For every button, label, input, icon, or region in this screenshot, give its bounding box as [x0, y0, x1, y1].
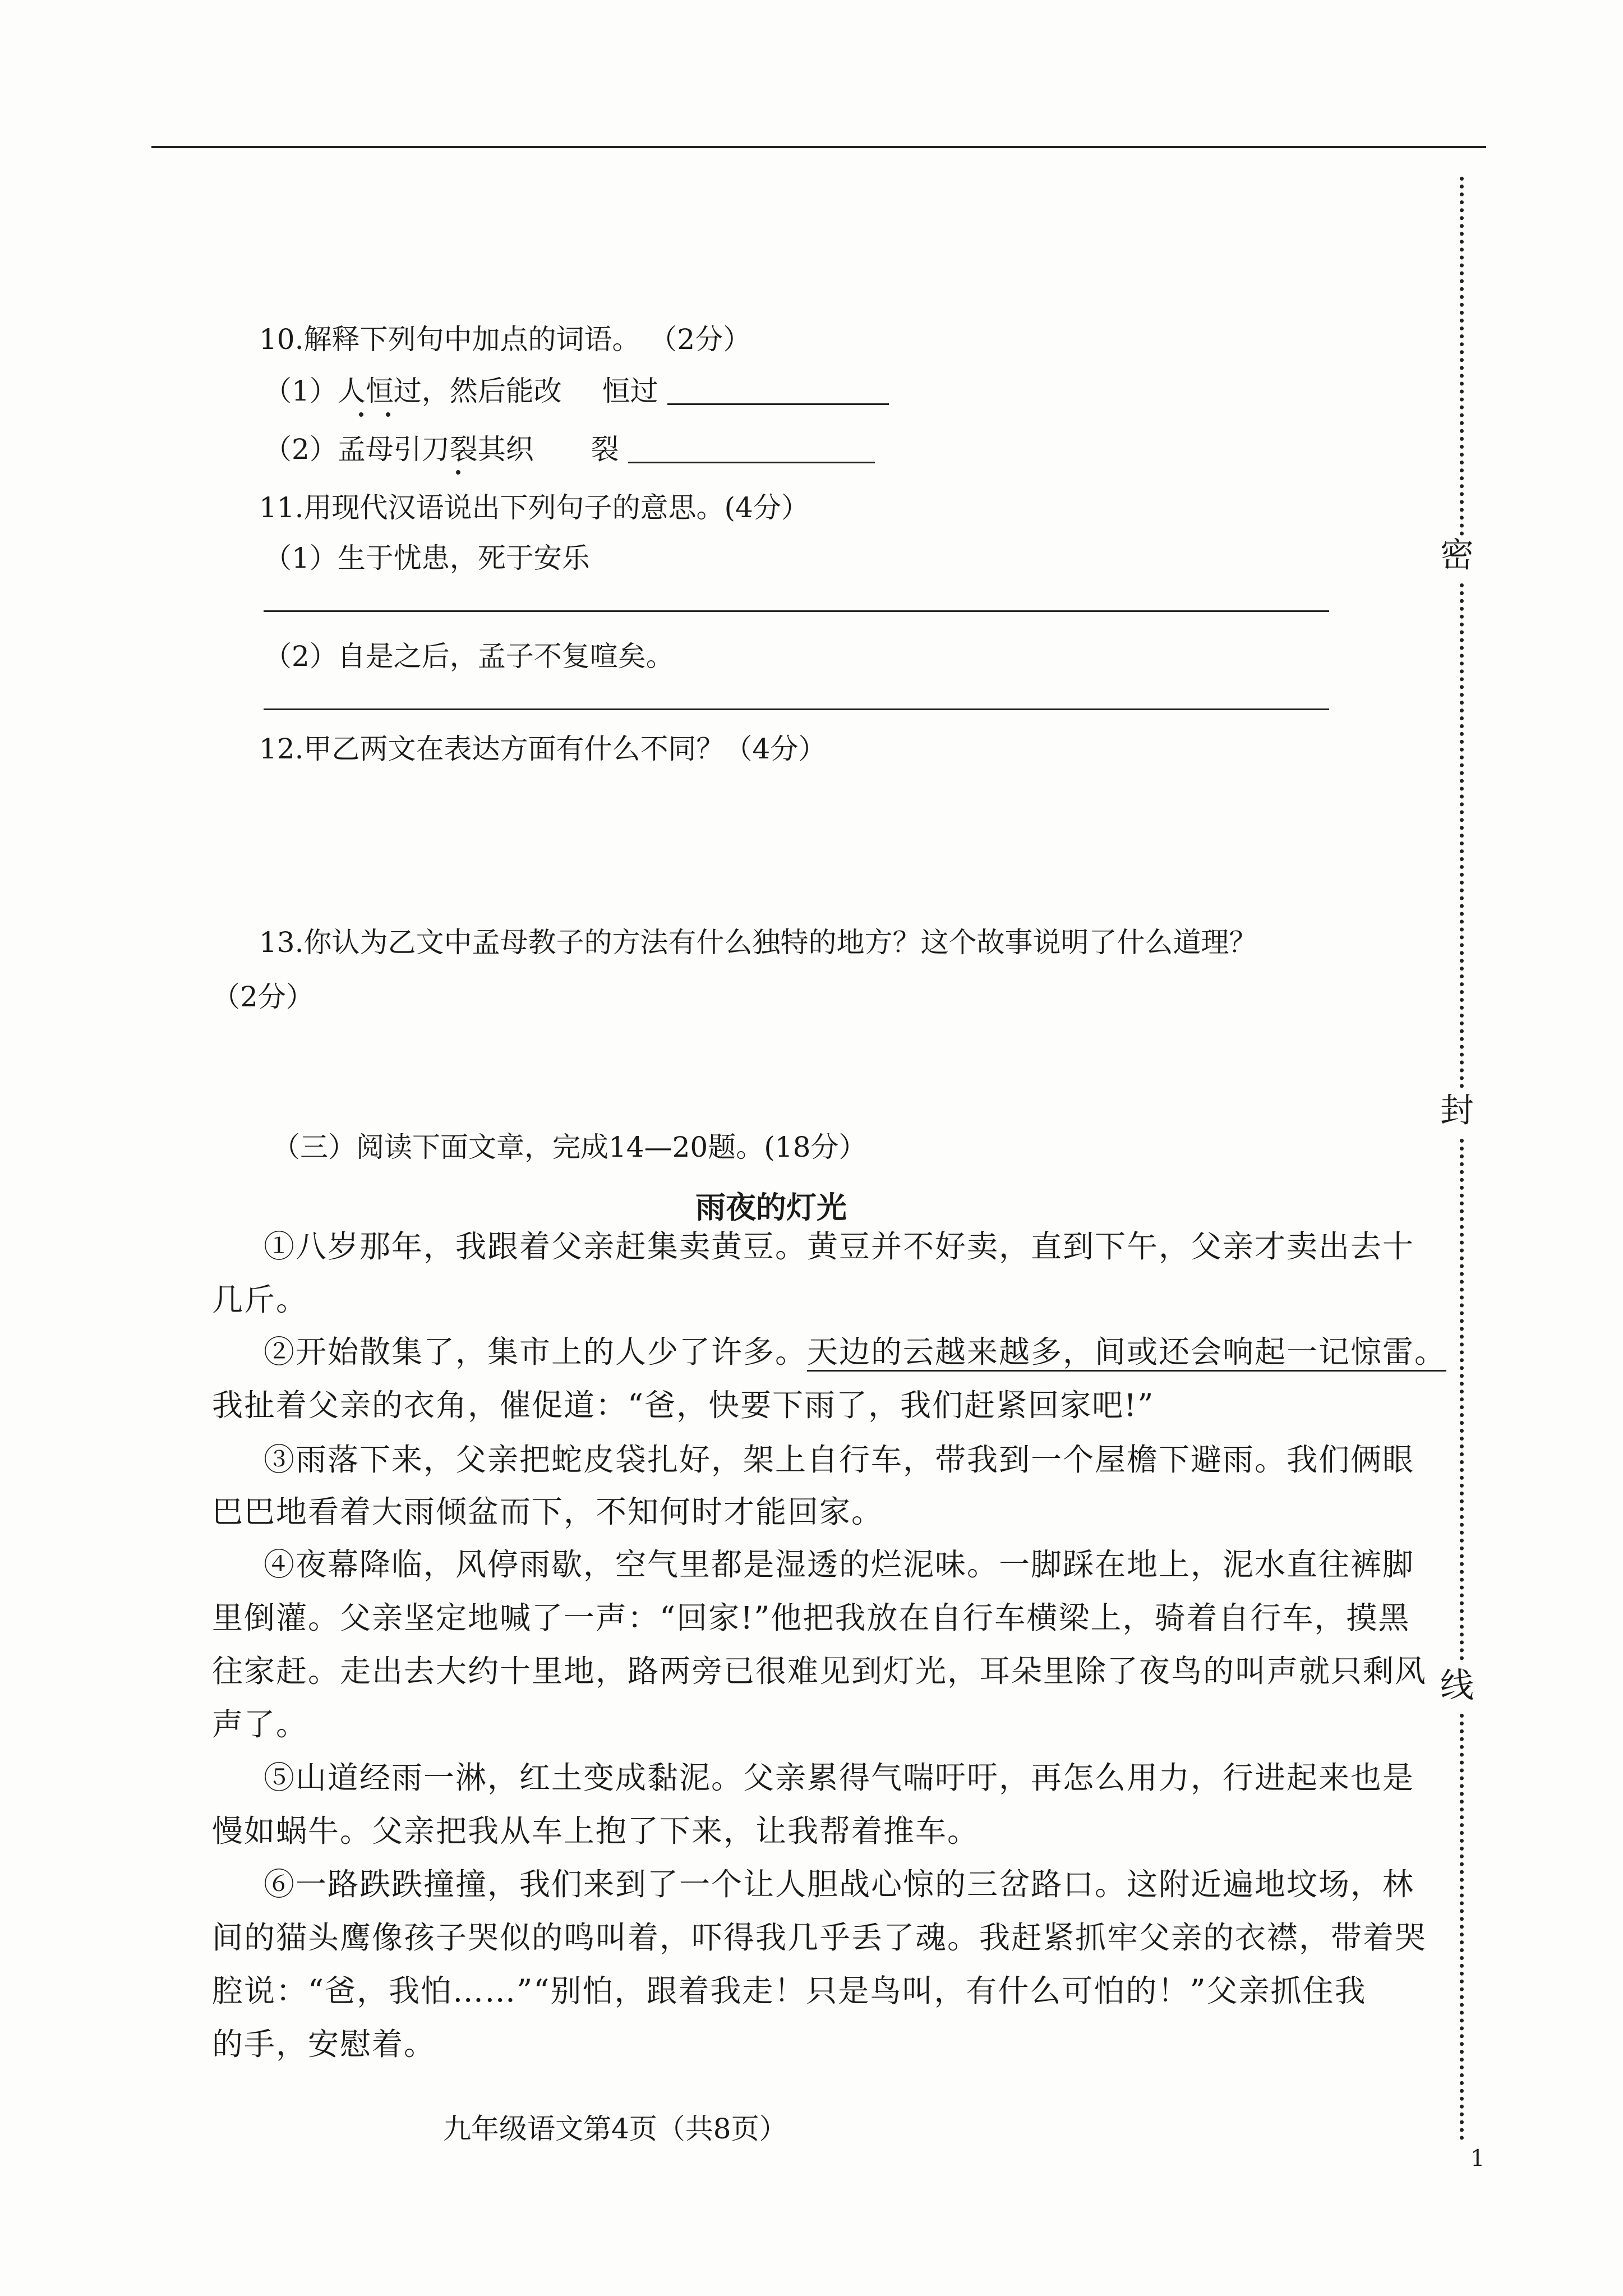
q10-item-term: 恒过: [602, 375, 658, 407]
q10-item-1: [264, 377, 889, 405]
article-line: 我扯着父亲的衣角，催促道：“爸，快要下雨了，我们赶紧回家吧!”: [212, 1387, 1155, 1423]
emphasis-dot: [386, 412, 390, 417]
q12-stem: 12.甲乙两文在表达方面有什么不同？（4分）: [259, 733, 827, 765]
seal-char-mi: 密: [1440, 536, 1474, 575]
seal-char-xian: 线: [1440, 1666, 1474, 1705]
underlined-sentence: 天边的云越来越多，间或还会响起一记惊雷。: [807, 1334, 1446, 1372]
article-line: ⑥一路跌跌撞撞，我们来到了一个让人胆战心惊的三岔路口。这附近遍地坟场，林: [264, 1866, 1415, 1902]
article-line: [264, 1334, 1447, 1370]
article-line: 慢如蜗牛。父亲把我从车上抱了下来，让我帮着推车。: [212, 1813, 980, 1849]
article-line: 腔说：“爸，我怕……”“别怕，跟着我走！只是鸟叫，有什么可怕的！”父亲抓住我: [212, 1973, 1367, 2009]
q13-stem: 13.你认为乙文中孟母教子的方法有什么独特的地方？这个故事说明了什么道理？: [259, 926, 1257, 959]
answer-line[interactable]: [264, 708, 1329, 710]
seal-dotted-line: [1460, 583, 1464, 1088]
q10-item-text: （1）人恒过，然后能改: [264, 375, 562, 407]
q11-stem: 11.用现代汉语说出下列句子的意思。(4分）: [259, 491, 809, 524]
answer-line[interactable]: [264, 610, 1329, 612]
q11-item-1: （1）生于忧患，死于安乐: [264, 542, 590, 574]
article-line: ④夜幕降临，风停雨歇，空气里都是湿透的烂泥味。一脚踩在地上，泥水直往裤脚: [264, 1547, 1415, 1582]
page-number: 1: [1470, 2146, 1485, 2171]
q13-points: （2分）: [212, 981, 314, 1013]
q10-item-2: [264, 433, 875, 466]
article-line: 声了。: [212, 1706, 308, 1742]
article-line: 往家赶。走出去大约十里地，路两旁已很难见到灯光，耳朵里除了夜鸟的叫声就只剩风: [212, 1653, 1427, 1689]
emphasis-dot: [359, 412, 363, 417]
answer-blank[interactable]: [667, 379, 889, 405]
seal-dotted-line: [1460, 1139, 1464, 1660]
page-footer: 九年级语文第4页（共8页）: [443, 2113, 787, 2145]
article-title: 雨夜的灯光: [695, 1190, 847, 1225]
seal-dotted-line: [1460, 1714, 1464, 2140]
seal-dotted-line: [1460, 177, 1464, 536]
article-line: 间的猫头鹰像孩子哭似的鸣叫着，吓得我几乎丢了魂。我赶紧抓牢父亲的衣襟，带着哭: [212, 1920, 1427, 1955]
section-3-header: （三）阅读下面文章，完成14—20题。(18分）: [272, 1131, 867, 1163]
q11-item-2: （2）自是之后，孟子不复喧矣。: [264, 640, 674, 673]
article-line: ⑤山道经雨一淋，红土变成黏泥。父亲累得气喘吁吁，再怎么用力，行进起来也是: [264, 1760, 1415, 1796]
article-line: ③雨落下来，父亲把蛇皮袋扎好，架上自行车，带我到一个屋檐下避雨。我们俩眼: [264, 1442, 1415, 1478]
article-line: 里倒灌。父亲坚定地喊了一声：“回家!”他把我放在自行车横梁上，骑着自行车，摸黑: [212, 1600, 1410, 1636]
q10-item-term: 裂: [591, 433, 619, 466]
q10-item-text: （2）孟母引刀裂其织: [264, 433, 534, 466]
top-rule: [151, 146, 1486, 148]
emphasis-dot: [456, 470, 460, 475]
article-line: 巴巴地看着大雨倾盆而下，不知何时才能回家。: [212, 1494, 884, 1530]
article-line: 几斤。: [212, 1282, 308, 1318]
answer-blank[interactable]: [628, 437, 875, 463]
article-line: ①八岁那年，我跟着父亲赶集卖黄豆。黄豆并不好卖，直到下午，父亲才卖出去十: [264, 1228, 1415, 1264]
q10-stem: 10.解释下列句中加点的词语。 （2分）: [259, 323, 751, 356]
article-line: 的手，安慰着。: [212, 2026, 436, 2062]
article-text: ②开始散集了，集市上的人少了许多。: [264, 1334, 808, 1370]
seal-char-feng: 封: [1440, 1091, 1474, 1130]
